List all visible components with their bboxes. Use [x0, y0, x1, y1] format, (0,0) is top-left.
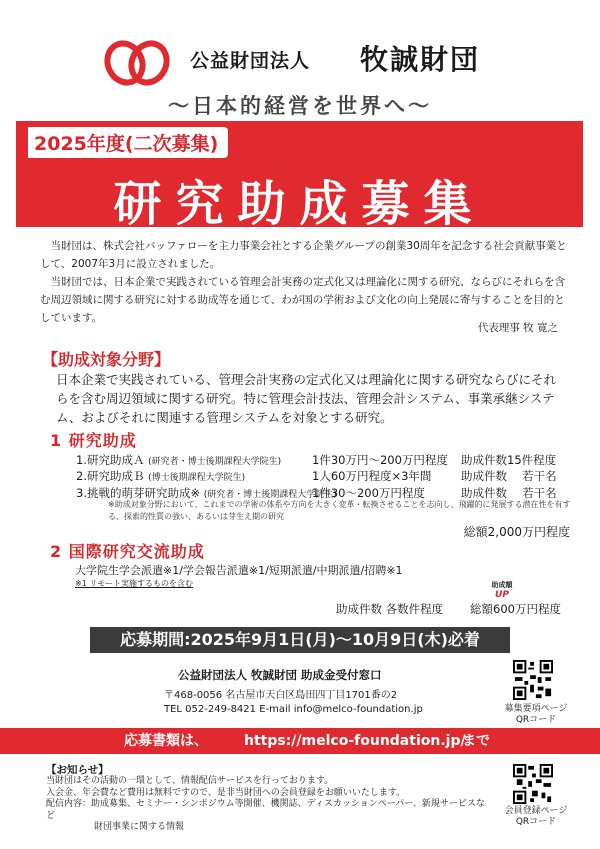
grant-amount: 1件30〜200万円程度: [312, 486, 425, 500]
intro-paragraph-2: 当財団では、日本企業で実践されている管理会計実務の定式化又は理論化に関する研究、ならびにそれらを含む周辺領域に関する研究に対する助成等を通じて、わが国の学術および文化の向上発展に寄与することを目的としています。: [40, 276, 565, 324]
target-field-heading: 【助成対象分野】: [42, 350, 171, 369]
grant-row: [76, 468, 576, 484]
url-prefix: 応募書類は、: [124, 733, 208, 749]
qr-label-line: 募集要項ページ: [504, 704, 568, 714]
guidelines-qr-label: [490, 704, 582, 726]
tagline: 〜日本的経営を世界へ〜: [168, 94, 432, 118]
intl-exchange-note: ※1 リモート実施するものを含む: [75, 579, 194, 588]
grant-row: [76, 452, 576, 468]
intl-exchange-total: 総額600万円程度: [470, 602, 561, 616]
grant-count: 助成件数 若干名: [461, 469, 557, 483]
intl-exchange-types: 大学院生学会派遣※1/学会報告派遣※1/短期派遣/中期派遣/招聘※1: [75, 564, 403, 577]
main-title: 研究助成募集: [113, 176, 486, 232]
org-type-label: 公益財団法人: [190, 50, 311, 72]
qr-label-line: QRコード: [515, 817, 557, 827]
member-qr-label: [490, 806, 582, 828]
grant-count: 助成件数15件程度: [461, 453, 557, 467]
application-url-link[interactable]: https://melco-foundation.jp/: [244, 733, 466, 749]
org-name: 牧誠財団: [360, 43, 481, 76]
qr-label-line: 会員登録ページ: [504, 806, 568, 816]
grant-eligibility: (研究者・博士後期課程大学院生): [203, 490, 337, 500]
grant-count: 助成件数 若干名: [461, 486, 557, 500]
notice-heading: 【お知らせ】: [46, 764, 109, 776]
grant-eligibility: (博士後期課程大学院生): [148, 473, 246, 483]
challenge-grant-note: ※助成対象分野において、これまでの学術の体系や方向を大きく変革・転換させることを志向し、飛躍的に発展する潜在性を有する、探索的性質の強い、あるいは芽生え期の研究: [108, 500, 571, 521]
amount-up-badge: [484, 580, 520, 600]
member-registration-qr-code[interactable]: [513, 764, 553, 804]
research-grant-total: 総額2,000万円程度: [463, 525, 570, 539]
guidelines-qr-code[interactable]: [513, 660, 553, 700]
fiscal-year-label: 2025年度(二次募集): [28, 127, 228, 158]
grant-amount: 1人60万円程度×3年間: [312, 469, 432, 483]
foundation-logo-icon: [103, 33, 173, 87]
grant-name: 2.研究助成Ｂ: [76, 469, 145, 483]
target-field-body: 日本企業で実践されている、管理会計実務の定式化又は理論化に関する研究ならびにそれらを含む周辺領域に関する研究。特に管理会計技法、管理会計システム、事業承継システム、およびそれに関連する管理システムを対象とする研究。: [56, 372, 557, 425]
intl-exchange-count: 助成件数 各数件程度: [336, 602, 444, 616]
contact-title: 公益財団法人 牧誠財団 助成金受付窓口: [178, 668, 382, 682]
intro-paragraph-1: 当財団は、株式会社バッファローを主力事業会社とする企業グループの創業30周年を記念する社会貢献事業として、2007年3月に設立されました。: [40, 240, 567, 270]
title-banner: [16, 121, 583, 232]
application-period-bar: 応募期間:2025年9月1日(月)〜10月9日(木)必着: [90, 627, 510, 653]
contact-tel-email: TEL 052-249-8421 E-mail info@melco-foundation.jp: [164, 704, 423, 715]
notice-line: 当財団はその活動の一環として、情報配信サービスを行っております。: [46, 776, 334, 786]
intl-exchange-heading: 2 国際研究交流助成: [50, 542, 205, 561]
notice-line: 入会金、年会費など費用は無料ですので、是非当財団への会員登録をお願いいたします。: [46, 787, 406, 798]
contact-address: 〒468-0056 名古屋市天白区島田四丁目1701番の2: [164, 690, 398, 701]
badge-up-text: UP: [495, 590, 509, 600]
application-url-bar: [0, 728, 600, 754]
notice-line: 配信内容：助成募集、セミナー・シンポジウム等開催、機関誌、ディスカッションペーパー、新規サービスなど: [46, 799, 485, 821]
grant-amount: 1件30万円〜200万円程度: [312, 453, 448, 467]
grant-eligibility: (研究者・博士後期課程大学院生): [148, 457, 282, 467]
notice-body: [46, 776, 486, 834]
badge-label: 助成額: [491, 581, 513, 589]
qr-label-line: QRコード: [515, 715, 557, 725]
signature: 代表理事 牧 寛之: [477, 322, 558, 334]
research-grant-heading: 1 研究助成: [50, 431, 137, 450]
grant-name: 1.研究助成Ａ: [76, 453, 145, 467]
notice-line: 財団事業に関する情報: [94, 822, 185, 832]
url-suffix: まで: [462, 733, 490, 749]
grant-name: 3.挑戦的萌芽研究助成※: [76, 486, 201, 500]
